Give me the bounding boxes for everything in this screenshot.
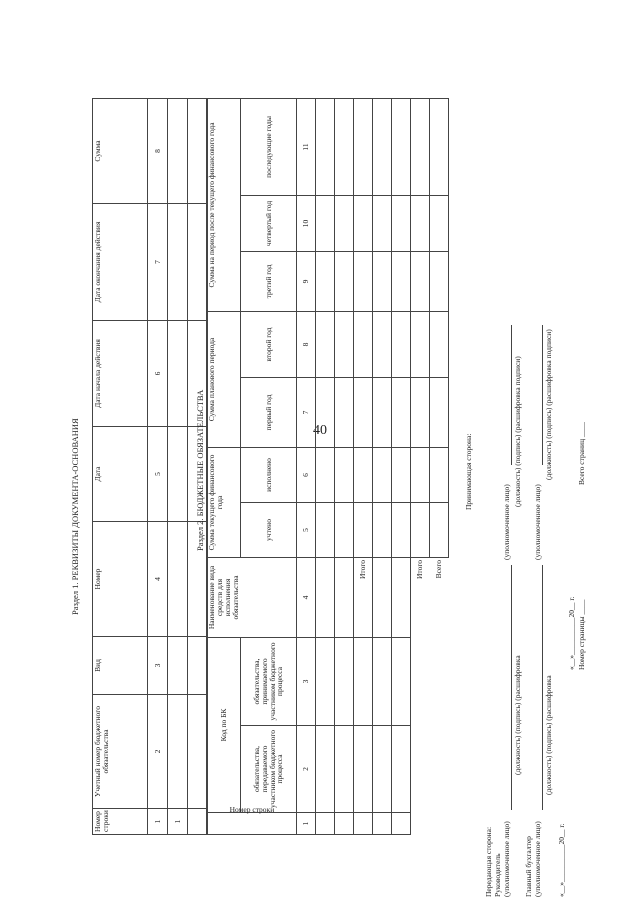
s2-header-kbk: Код по БК <box>207 638 241 813</box>
s2-header-third-year: третий год <box>241 251 297 311</box>
table-cell <box>188 695 208 809</box>
page-number: 40 <box>313 423 327 438</box>
signature-line-1[interactable] <box>511 565 512 810</box>
s2-header-row-number-text: Номер строки <box>229 804 274 814</box>
section1-title: Раздел 1. РЕКВИЗИТЫ ДОКУМЕНТА-ОСНОВАНИЯ <box>70 418 80 615</box>
table-cell <box>411 726 430 813</box>
s2-header-executed: исполнено <box>241 447 297 502</box>
authorized-label-2: (уполномоченное лицо) <box>533 821 542 897</box>
head-label: Руководитель <box>493 853 502 897</box>
table-cell <box>392 98 411 195</box>
table-cell <box>316 447 335 502</box>
authorized-label-1: (уполномоченное лицо) <box>502 821 511 897</box>
s2-header-plan-first-year: первый год <box>241 377 297 447</box>
table-cell <box>354 251 373 311</box>
table-cell <box>316 98 335 195</box>
table-cell <box>354 311 373 377</box>
table-cell <box>392 726 411 813</box>
authorized-label-5: (уполномоченное лицо) <box>533 484 542 560</box>
table-cell <box>392 503 411 558</box>
signature-caption-2: (должность) (подпись) (расшифровка <box>544 675 553 795</box>
table-cell <box>168 99 188 204</box>
table-cell <box>335 251 354 311</box>
table-cell <box>316 638 335 726</box>
section1-table <box>92 98 208 835</box>
table-cell <box>411 251 430 311</box>
s1-first-row-number: 1 <box>168 809 188 835</box>
table-cell <box>168 522 188 637</box>
table-cell <box>335 98 354 195</box>
table-cell <box>392 377 411 447</box>
table-cell <box>373 195 392 251</box>
s1-num-4: 4 <box>148 522 168 637</box>
s2-header-following-years: последующие годы <box>241 98 297 195</box>
table-cell <box>373 558 392 638</box>
s1-num-1: 1 <box>148 809 168 835</box>
s2-num-6: 6 <box>297 447 316 502</box>
s1-header-start-date: Дата начала действия <box>93 321 148 427</box>
signature-caption-3: (должность) (подпись) (расшифровка подписи) <box>513 356 522 507</box>
table-cell <box>430 195 449 251</box>
table-cell <box>392 638 411 726</box>
table-cell <box>373 98 392 195</box>
table-cell <box>430 251 449 311</box>
table-cell <box>411 503 430 558</box>
s2-num-8: 8 <box>297 311 316 377</box>
s1-num-6: 6 <box>148 321 168 427</box>
table-cell <box>373 251 392 311</box>
table-cell <box>354 638 373 726</box>
date-line-1[interactable]: «__»__________20__ г. <box>557 823 566 897</box>
table-cell <box>335 195 354 251</box>
s2-vsego-label: Всего <box>434 560 444 579</box>
table-cell <box>430 311 449 377</box>
table-cell <box>335 311 354 377</box>
signature-caption-1: (должность) (подпись) (расшифровка <box>513 655 522 775</box>
table-cell <box>354 813 373 835</box>
s2-header-current-year: Сумма текущего финансового года <box>207 447 241 557</box>
s1-num-8: 8 <box>148 99 168 204</box>
table-cell <box>335 558 354 638</box>
table-cell <box>411 813 430 835</box>
chief-accountant-label: Главный бухгалтер <box>524 836 533 897</box>
s2-num-11: 11 <box>297 98 316 195</box>
s2-header-accounted: учтено <box>241 503 297 558</box>
receiving-party-label: Принимающая сторона: <box>464 433 473 510</box>
table-cell <box>373 377 392 447</box>
s1-header-account-number: Учетный номер бюджетного обязательства <box>93 695 148 809</box>
s1-header-type: Вид <box>93 637 148 695</box>
table-cell <box>335 377 354 447</box>
table-cell <box>316 377 335 447</box>
s2-header-row-number <box>207 804 297 835</box>
s2-header-after-plan: Сумма на период после текущего финансового года <box>207 98 241 311</box>
s2-header-kbk-accepted: обязательства, принимаемого участником бюджетного процесса <box>241 638 297 726</box>
table-cell <box>316 503 335 558</box>
s2-num-5: 5 <box>297 503 316 558</box>
table-cell <box>335 638 354 726</box>
table-cell <box>373 503 392 558</box>
table-cell <box>373 726 392 813</box>
s1-header-row-number: Номер строки <box>93 809 148 835</box>
table-cell <box>168 637 188 695</box>
table-cell <box>354 98 373 195</box>
table-cell <box>373 638 392 726</box>
table-cell <box>411 98 430 195</box>
s2-num-1: 1 <box>297 813 316 835</box>
table-cell <box>188 99 208 204</box>
s1-header-date: Дата <box>93 427 148 522</box>
table-cell <box>335 447 354 502</box>
s2-num-10: 10 <box>297 195 316 251</box>
s2-header-kbk-transferred: обязательства, передаваемого участником бюджетного процесса <box>241 726 297 813</box>
s1-num-3: 3 <box>148 637 168 695</box>
table-cell <box>411 195 430 251</box>
table-cell <box>354 447 373 502</box>
table-cell <box>411 638 430 726</box>
table-cell <box>392 195 411 251</box>
table-cell <box>316 251 335 311</box>
table-cell <box>354 377 373 447</box>
table-cell <box>392 447 411 502</box>
transferring-party-label: Передающая сторона: <box>484 826 493 897</box>
section2-table <box>206 98 449 835</box>
total-pages-field[interactable]: Всего страниц ____ <box>577 422 586 485</box>
s1-num-7: 7 <box>148 204 168 321</box>
date-line-2[interactable]: «__»__________20__ г. <box>567 596 576 670</box>
table-cell <box>392 558 411 638</box>
s2-header-plan-period: Сумма планового периода <box>207 311 241 447</box>
table-cell <box>316 558 335 638</box>
table-cell <box>373 813 392 835</box>
s2-num-7: 7 <box>297 377 316 447</box>
table-cell <box>335 726 354 813</box>
table-cell <box>430 726 449 813</box>
table-cell <box>411 377 430 447</box>
table-cell <box>168 321 188 427</box>
table-cell <box>392 813 411 835</box>
s2-num-3: 3 <box>297 638 316 726</box>
table-cell <box>373 311 392 377</box>
table-cell <box>316 726 335 813</box>
table-cell <box>392 251 411 311</box>
signature-line-3[interactable] <box>511 325 512 465</box>
table-cell <box>188 809 208 835</box>
s2-num-9: 9 <box>297 251 316 311</box>
s2-num-4: 4 <box>297 558 316 638</box>
table-cell <box>316 311 335 377</box>
s1-num-5: 5 <box>148 427 168 522</box>
signature-caption-4: (должность) (подпись) (расшифровка подписи) <box>544 329 553 480</box>
table-cell <box>316 813 335 835</box>
s2-header-fund-name: Наименование вида средств для исполнения обязательства <box>207 558 297 638</box>
signature-line-2[interactable] <box>542 565 543 810</box>
s1-header-sum: Сумма <box>93 99 148 204</box>
s2-header-fourth-year: четвертый год <box>241 195 297 251</box>
table-cell <box>430 377 449 447</box>
signature-line-4[interactable] <box>542 325 543 465</box>
table-cell <box>430 503 449 558</box>
table-cell <box>411 447 430 502</box>
s1-header-number: Номер <box>93 522 148 637</box>
table-cell <box>335 503 354 558</box>
table-cell <box>354 726 373 813</box>
table-cell <box>430 98 449 195</box>
s2-itogo-label: Итого <box>354 558 373 638</box>
table-cell <box>373 447 392 502</box>
table-cell <box>354 503 373 558</box>
page-number-field[interactable]: Номер страницы ____ <box>577 599 586 670</box>
s2-num-2: 2 <box>297 726 316 813</box>
table-cell <box>188 637 208 695</box>
table-cell <box>316 195 335 251</box>
table-cell <box>430 638 449 726</box>
s1-header-end-date: Дата окончания действия <box>93 204 148 321</box>
table-cell <box>168 204 188 321</box>
table-cell <box>392 311 411 377</box>
s2-header-plan-second-year: второй год <box>241 311 297 377</box>
table-cell <box>168 695 188 809</box>
table-cell <box>354 195 373 251</box>
table-cell <box>188 204 208 321</box>
table-cell <box>335 813 354 835</box>
table-cell <box>430 447 449 502</box>
table-cell <box>430 813 449 835</box>
authorized-label-4: (уполномоченное лицо) <box>502 484 511 560</box>
table-cell <box>168 427 188 522</box>
s2-itogo2-label: Итого <box>415 560 425 579</box>
section2-title: Раздел 2. БЮДЖЕТНЫЕ ОБЯЗАТЕЛЬСТВА <box>195 389 205 551</box>
table-cell <box>411 311 430 377</box>
s1-num-2: 2 <box>148 695 168 809</box>
